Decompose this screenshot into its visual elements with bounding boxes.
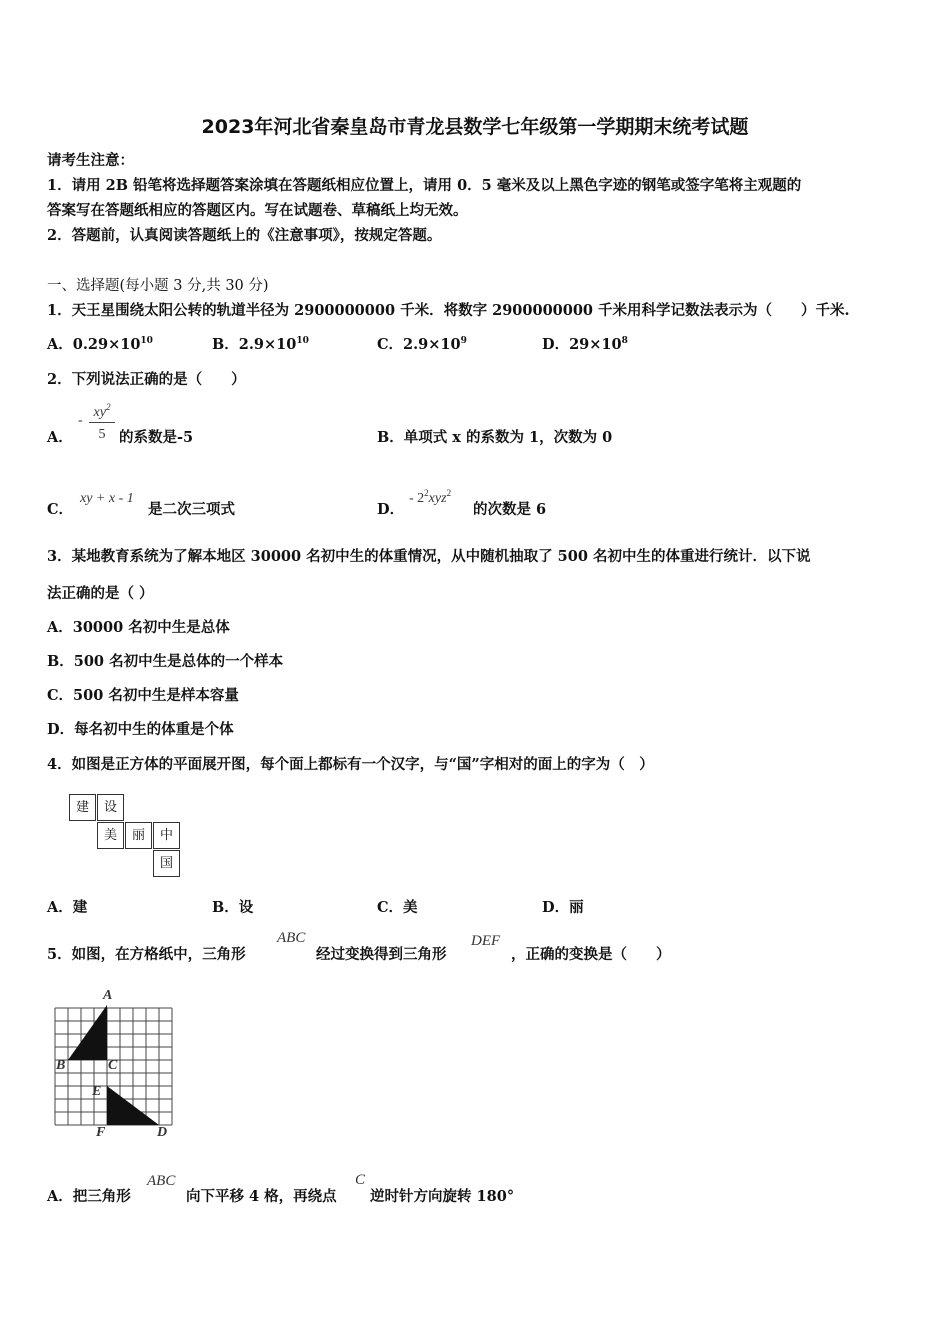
q5-stem-part-2: 经过变换得到三角形 <box>316 946 447 963</box>
vertex-label-c: C <box>108 1058 118 1073</box>
q5-option-a-part-3: 逆时针方向旋转 180° <box>370 1188 515 1205</box>
cube-net-cell-li: 丽 <box>125 822 152 849</box>
notice-line-2: 2．答题前，认真阅读答题纸上的《注意事项》，按规定答题。 <box>47 227 442 244</box>
q4-stem: 4．如图是正方体的平面展开图，每个面上都标有一个汉字，与“国”字相对的面上的字为（ ） <box>47 756 654 773</box>
q2-option-d-expr-b-exp: 2 <box>446 488 452 498</box>
q3-option-b: B．500 名初中生是总体的一个样本 <box>47 653 284 670</box>
q2-option-c-expr: xy + x - 1 <box>80 491 134 506</box>
q2-option-d-expr-a-exp: 2 <box>424 488 429 498</box>
q1-option-d <box>542 335 628 355</box>
q2-option-d-expr-a: - 2 <box>409 491 425 506</box>
q2-option-c-text: 是二次三项式 <box>148 501 235 518</box>
cube-net-cell-guo: 国 <box>153 850 180 877</box>
q5-stem-part-3: ，正确的变换是（ ） <box>511 946 671 963</box>
notice-heading: 请考生注意： <box>47 152 134 169</box>
q2-option-a-sign: - <box>78 413 83 428</box>
q5-option-a-point-c: C <box>355 1172 366 1188</box>
q4-option-a: A．建 <box>47 899 88 916</box>
q5-stem-abc: ABC <box>277 930 306 946</box>
q1-option-d-base: 29×10 <box>569 336 622 353</box>
q2-option-d-expr <box>409 488 452 507</box>
q1-option-b-exp: 10 <box>296 336 309 346</box>
q1-option-b <box>212 335 309 355</box>
q2-option-d-label: D． <box>377 501 405 518</box>
cube-net-cell-mei: 美 <box>97 822 124 849</box>
q5-stem-part-1: 5．如图，在方格纸中，三角形 <box>47 946 246 963</box>
notice-line-1b: 答案写在答题纸相应的答题区内。写在试题卷、草稿纸上均无效。 <box>47 202 468 219</box>
q1-option-a <box>47 335 153 355</box>
q3-stem-line-1: 3．某地教育系统为了解本地区 30000 名初中生的体重情况，从中随机抽取了 500 名初中生的体重进行统计．以下说 <box>47 548 811 565</box>
q5-option-a-abc: ABC <box>147 1173 176 1189</box>
q1-option-d-label: D． <box>542 336 570 353</box>
q1-option-c <box>377 335 467 355</box>
cube-net-cell-zhong: 中 <box>153 822 180 849</box>
q2-option-a-denominator: 5 <box>98 427 106 442</box>
notice-line-1a: 1．请用 2B 铅笔将选择题答案涂填在答题纸相应位置上，请用 0．5 毫米及以上黑色字迹的钢笔或签字笔将主观题的 <box>47 177 802 194</box>
q1-option-b-label: B． <box>212 336 239 353</box>
q1-option-c-base: 2.9×10 <box>403 336 461 353</box>
q4-option-c: C．美 <box>377 899 418 916</box>
q3-option-a: A．30000 名初中生是总体 <box>47 619 230 636</box>
q2-option-a-label: A． <box>47 429 73 446</box>
q3-option-c: C．500 名初中生是样本容量 <box>47 687 239 704</box>
q3-stem-line-2: 法正确的是（ ） <box>47 585 154 602</box>
vertex-label-f: F <box>96 1125 106 1140</box>
q1-option-a-label: A． <box>47 336 73 353</box>
q3-option-d: D．每名初中生的体重是个体 <box>47 721 234 738</box>
q2-option-a-numerator <box>89 404 115 423</box>
q5-option-a-part-1: A．把三角形 <box>47 1188 131 1205</box>
cube-net-cell-jian: 建 <box>69 794 96 821</box>
q2-option-b: B．单项式 x 的系数为 1，次数为 0 <box>377 429 613 446</box>
section-heading: 一、选择题(每小题 3 分,共 30 分) <box>47 278 269 294</box>
page-title: 2023年河北省秦皇岛市青龙县数学七年级第一学期期末统考试题 <box>201 116 749 138</box>
q1-option-a-base: 0.29×10 <box>72 336 141 353</box>
q2-option-a-num-exp: 2 <box>105 402 111 412</box>
q2-option-a-text: 的系数是-5 <box>119 429 194 446</box>
q5-option-a-part-2: 向下平移 4 格，再绕点 <box>186 1188 337 1205</box>
vertex-label-e: E <box>92 1084 102 1099</box>
q4-option-d: D．丽 <box>542 899 584 916</box>
q2-option-d-expr-b: xyz <box>428 491 447 506</box>
q5-stem-def: DEF <box>471 933 501 949</box>
q1-option-d-exp: 8 <box>621 336 628 346</box>
q1-stem: 1．天王星围绕太阳公转的轨道半径为 2900000000 千米．将数字 2900000000 千米用科学记数法表示为（ ）千米. <box>47 302 850 319</box>
vertex-label-a: A <box>103 988 113 1003</box>
q1-option-c-label: C． <box>377 336 404 353</box>
vertex-label-d: D <box>157 1125 168 1140</box>
q2-option-a-num: xy <box>93 405 106 420</box>
q4-option-b: B．设 <box>212 899 254 916</box>
q2-option-d-text: 的次数是 6 <box>473 501 547 518</box>
q1-option-c-exp: 9 <box>460 336 467 346</box>
triangle-abc <box>68 1005 107 1060</box>
q2-stem: 2．下列说法正确的是（ ） <box>47 371 246 388</box>
vertex-label-b: B <box>56 1058 66 1073</box>
q1-option-b-base: 2.9×10 <box>238 336 297 353</box>
cube-net-cell-she: 设 <box>97 794 124 821</box>
q2-option-c-label: C． <box>47 501 74 518</box>
q1-option-a-exp: 10 <box>140 336 153 346</box>
